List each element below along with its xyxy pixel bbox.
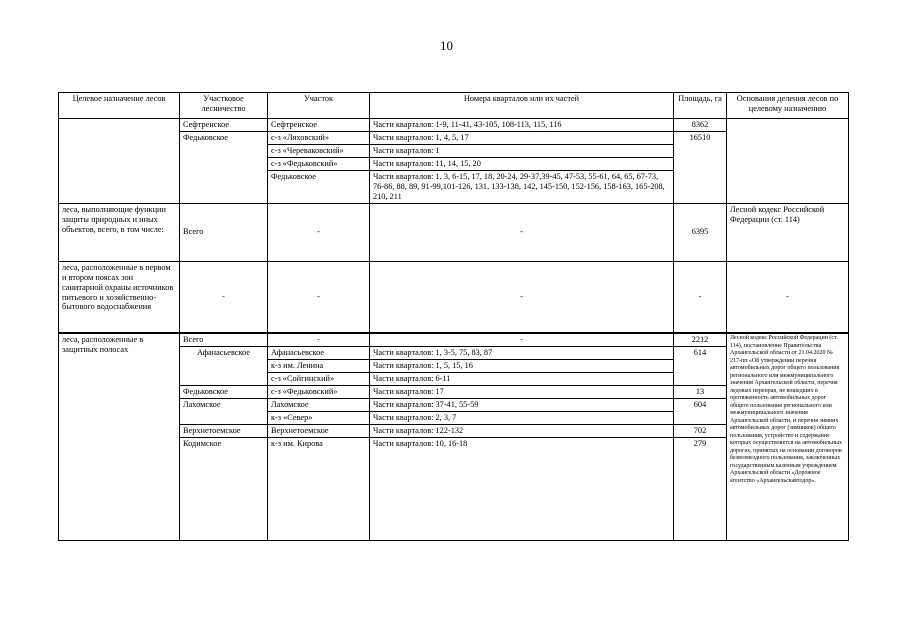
section-cell: - (268, 261, 370, 333)
section-cell: - (268, 203, 370, 261)
table-row (59, 333, 849, 346)
header-quarters: Номера кварталов или их частей (370, 93, 674, 119)
quarters-cell: Части кварталов: 1 (370, 144, 674, 157)
section-cell: - (268, 333, 370, 346)
area-cell: 13 (674, 385, 727, 398)
quarters-cell: - (370, 333, 674, 346)
quarters-cell: Части кварталов: 17 (370, 385, 674, 398)
purpose-cell: леса, расположенные в защитных полосах (59, 333, 180, 540)
area-cell: 6395 (674, 203, 727, 261)
area-cell: 8362 (674, 119, 727, 132)
district-cell: Федьковское (180, 385, 268, 398)
district-cell: - (180, 261, 268, 333)
basis-cell: - (727, 261, 849, 333)
district-cell: Всего (180, 333, 268, 346)
quarters-cell: Части кварталов: 1, 3, 6-15, 17, 18, 20-24, 29-37,39-45, 47-53, 55-61, 64, 65, 67-73, 76-86, 88, 89, 91-99,101-126, 131, 133-138, 142, 145-150, 152-156, 158-163, 165-208, 210, 211 (370, 170, 674, 203)
district-cell: Афанасьевское (180, 347, 268, 386)
quarters-cell: Части кварталов: 6-11 (370, 373, 674, 386)
table-header-row (59, 93, 849, 119)
quarters-cell: Части кварталов: 1, 5, 15, 16 (370, 360, 674, 373)
district-cell: Лахомское (180, 398, 268, 424)
section-cell: с-з «Федьковский» (268, 157, 370, 170)
basis-cell-empty (727, 119, 849, 132)
section-cell: к-з «Север» (268, 411, 370, 424)
section-cell: Федьковское (268, 170, 370, 203)
area-cell: 604 (674, 398, 727, 424)
basis-cell-empty (727, 131, 849, 203)
table-row (59, 119, 849, 132)
section-cell: Лахомское (268, 398, 370, 411)
quarters-cell: Части кварталов: 122-132 (370, 424, 674, 437)
table-row (59, 203, 849, 261)
area-cell: 279 (674, 437, 727, 540)
quarters-cell: Части кварталов: 11, 14, 15, 20 (370, 157, 674, 170)
forest-purpose-table (58, 92, 849, 541)
district-cell: Сефтренское (180, 119, 268, 132)
purpose-cell: леса, расположенные в первом и втором поясах зон санитарной охраны источников питьевого и хозяйственно-бытового водоснабжения (59, 261, 180, 333)
area-cell: 16510 (674, 131, 727, 203)
purpose-cell: леса, выполняющие функции защиты природных и иных объектов, всего, в том числе: (59, 203, 180, 261)
table-row (59, 261, 849, 333)
area-cell: - (674, 261, 727, 333)
quarters-cell: Части кварталов: 37-41, 55-59 (370, 398, 674, 411)
quarters-cell: Части кварталов: 1, 4, 5, 17 (370, 131, 674, 144)
basis-cell: Лесной кодекс Российской Федерации (ст. 114), постановление Правительства Архангельской области от 21.04.2020 № 217-пп «Об утверждении перечня автомобильных дорог общего пользования регионального или межмуниципального значения Архангельской области, перечня ледовых переправ, не вошедших в протяженность автомобильных дорог общего пользования регионального или межмуниципального значения Архангельской области, и перечня зимних автомобильных дорог (зимников) общего пользования, устройство и содержание которых осуществляется на автомобильных дорогах, принятых на основании договоров безвозмездного пользования, заключенных государственным казенным учреждением Архангельской области «Дорожное агентство «Архангельскавтодор». (727, 333, 849, 540)
area-cell: 614 (674, 347, 727, 386)
header-purpose: Целевое назначение лесов (59, 93, 180, 119)
section-cell: Верхнетоемское (268, 424, 370, 437)
section-cell: к-з им. Ленина (268, 360, 370, 373)
quarters-cell: Части кварталов: 10, 16-18 (370, 437, 674, 540)
section-cell: с-з «Федьковский» (268, 385, 370, 398)
quarters-cell: Части кварталов: 2, 3, 7 (370, 411, 674, 424)
section-cell: с-з «Череваковский» (268, 144, 370, 157)
section-cell: Афанасьевское (268, 347, 370, 360)
header-district-forestry: Участковое лесничество (180, 93, 268, 119)
section-cell: с-з «Ляховский» (268, 131, 370, 144)
section-cell: с-з «Сойгинский» (268, 373, 370, 386)
district-cell: Всего (180, 203, 268, 261)
quarters-cell: Части кварталов: 1, 3-5, 75, 83, 87 (370, 347, 674, 360)
district-cell: Федьковское (180, 131, 268, 203)
purpose-cell-empty (59, 119, 180, 204)
district-cell: Кодимское (180, 437, 268, 540)
quarters-cell: - (370, 203, 674, 261)
quarters-cell: - (370, 261, 674, 333)
area-cell: 702 (674, 424, 727, 437)
page-number: 10 (440, 38, 453, 53)
section-cell: Сефтренское (268, 119, 370, 132)
header-basis: Основания деления лесов по целевому назначению (727, 93, 849, 119)
basis-cell: Лесной кодекс Российской Федерации (ст. 114) (727, 203, 849, 261)
header-area: Площадь, га (674, 93, 727, 119)
section-cell: к-з им. Кирова (268, 437, 370, 540)
district-cell: Верхнетоемское (180, 424, 268, 437)
header-section: Участок (268, 93, 370, 119)
area-cell: 2212 (674, 333, 727, 346)
quarters-cell: Части кварталов: 1-9, 11-41, 43-105, 108-113, 115, 116 (370, 119, 674, 132)
